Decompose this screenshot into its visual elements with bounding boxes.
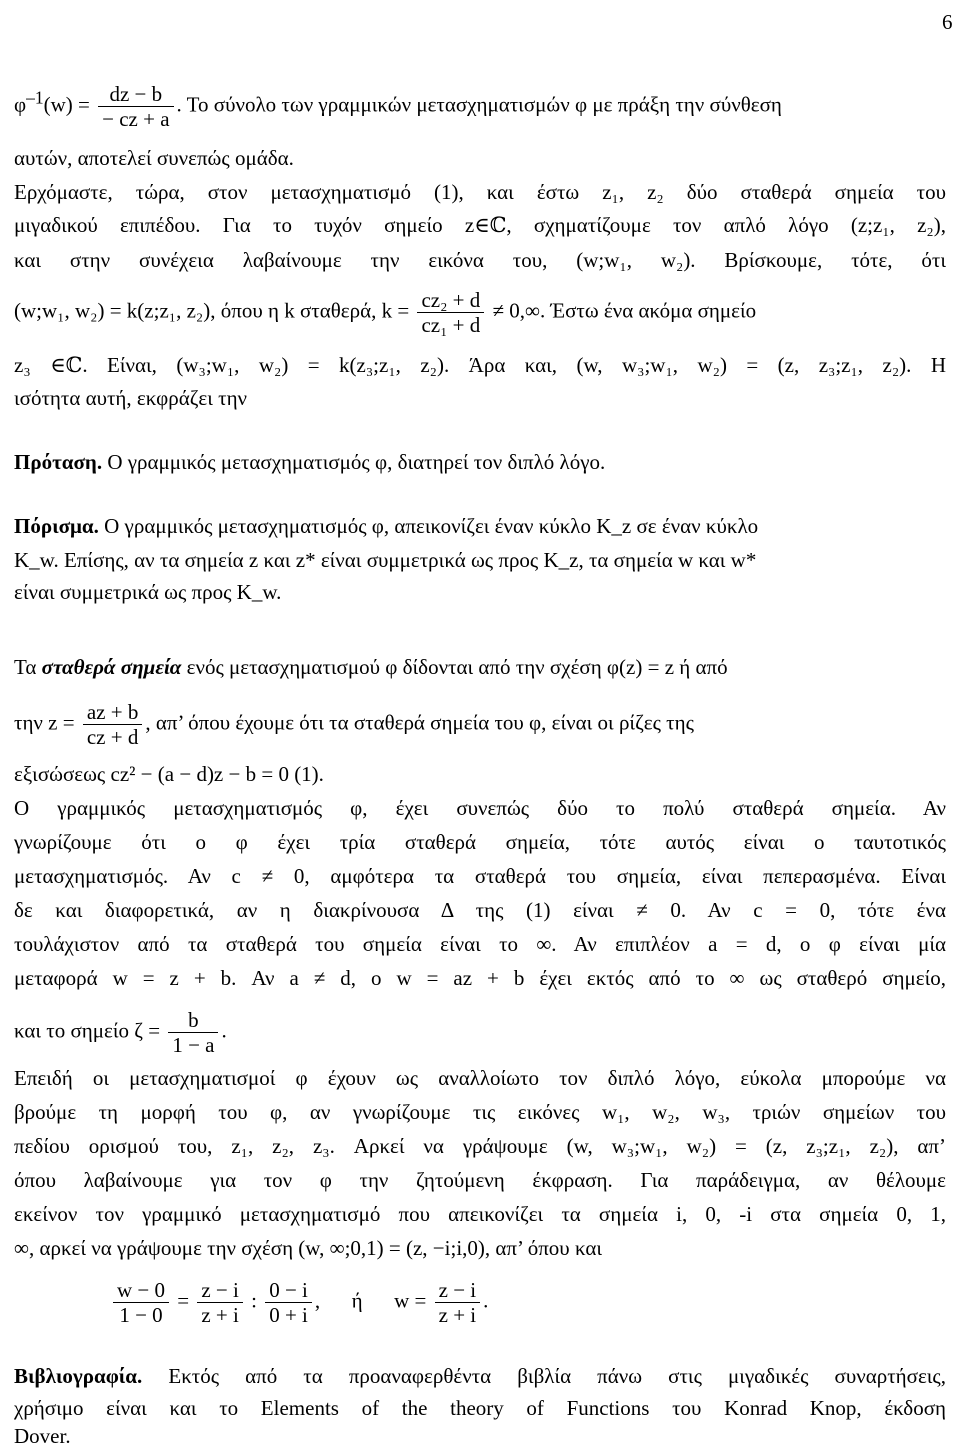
text-line: είναι συμμετρικά ως προς K_w. <box>14 580 282 604</box>
text-line <box>14 288 946 337</box>
text-line <box>14 700 946 749</box>
formula-text: , ή w = <box>314 1288 427 1313</box>
text-line: πεδίου ορισμού του, z₁, z₂, z₃. Αρκεί να γράψουμε (w, w₃;w₁, w₂) = (z, z₃;z₁, z₂), απ’ <box>14 1134 946 1158</box>
fraction-denominator: 0 + i <box>269 1303 308 1327</box>
text-line: Ο γραμμικός μετασχηματισμός φ, έχει συνεπώς δύο το πολύ σταθερά σημεία. Αν <box>14 796 946 820</box>
formula-text: (w) = <box>43 92 90 117</box>
formula-text: ≠ 0,∞. Έστω ένα ακόμα σημείο <box>492 298 757 323</box>
text-line: όπου λαβαίνουμε για τον φ την ζητούμενη έκφραση. Για παράδειγμα, αν θέλουμε <box>14 1168 946 1192</box>
formula-text: την z = <box>14 710 75 735</box>
proposition-heading: Πρόταση. <box>14 450 103 474</box>
text-line <box>14 1008 946 1057</box>
text-line: εκείνον τον γραμμικό μετασχηματισμό που απεικονίζει τα σημεία i, 0, -i στα σημεία 0, 1, <box>14 1202 946 1226</box>
fraction <box>168 1008 218 1057</box>
formula-text: και το σημείο ζ = <box>14 1018 161 1043</box>
fraction-denominator: z + i <box>201 1303 239 1327</box>
colon-sign: : <box>251 1288 257 1313</box>
period: . <box>483 1288 489 1313</box>
equals-sign: = <box>177 1288 190 1313</box>
fraction-numerator: cz₂ + d <box>417 288 484 313</box>
text-line: ∞, αρκεί να γράψουμε την σχέση (w, ∞;0,1) = (z, −i;i,0), απ’ όπου και <box>14 1236 602 1260</box>
line-text: . Το σύνολο των γραμμικών μετασχηματισμών φ με πράξη την σύνθεση <box>176 92 782 117</box>
fraction-denominator: 1 − a <box>172 1033 215 1057</box>
fraction-denominator: cz + d <box>86 725 139 749</box>
fraction-numerator: b <box>168 1008 218 1033</box>
inverse-phi: φ <box>14 92 27 117</box>
bibliography-text: Εκτός από τα προαναφερθέντα βιβλία πάνω στις μιγαδικές συναρτήσεις, <box>142 1364 946 1388</box>
fraction-numerator: az + b <box>83 700 143 725</box>
fraction-denominator: − cz + a <box>102 107 170 131</box>
fraction <box>265 1278 312 1327</box>
superscript: –1 <box>26 87 44 108</box>
text-line: μιγαδικού επιπέδου. Για το τυχόν σημείο z∈ℂ, σχηματίζουμε τον απλό λόγο (z;z₁, z₂), <box>14 213 946 237</box>
text-line: γνωρίζουμε ότι ο φ έχει τρία σταθερά σημεία, τότε αυτός είναι ο ταυτοτικός <box>14 830 946 854</box>
text-line: K_w. Επίσης, αν τα σημεία z και z* είναι συμμετρικά ως προς K_z, τα σημεία w και w* <box>14 548 757 572</box>
text-line: Dover. <box>14 1424 71 1448</box>
line-text: . <box>221 1018 227 1043</box>
fraction-denominator: z + i <box>438 1303 477 1327</box>
text-line <box>14 655 946 679</box>
bibliography <box>14 1364 946 1388</box>
fraction <box>113 1278 169 1327</box>
text-line: Ερχόμαστε, τώρα, στον μετασχηματισμό (1), και έστω z₁, z₂ δύο σταθερά σημεία του <box>14 180 946 204</box>
corollary-heading: Πόρισμα. <box>14 514 99 538</box>
text-line: z₃ ∈ℂ. Είναι, (w₃;w₁, w₂) = k(z₃;z₁, z₂). Άρα και, (w, w₃;w₁, w₂) = (z, z₃;z₁, z₂). Η <box>14 353 946 377</box>
line-text: Τα <box>14 655 42 679</box>
text-line: βρούμε τη μορφή του φ, αν γνωρίζουμε τις εικόνες w₁, w₂, w₃, τριών σημείων του <box>14 1100 946 1124</box>
proposition-text: Ο γραμμικός μετασχηματισμός φ, διατηρεί τον διπλό λόγο. <box>102 450 606 474</box>
text-line: δε και διαφορετικά, αν η διακρίνουσα Δ της (1) είναι ≠ 0. Αν c = 0, τότε ένα <box>14 898 946 922</box>
fraction <box>83 700 143 749</box>
fraction-numerator: z − i <box>435 1278 481 1303</box>
display-equation <box>110 1278 960 1327</box>
fraction <box>98 82 173 131</box>
text-line: εξισώσεως cz² − (a − d)z − b = 0 (1). <box>14 762 324 786</box>
text-line: Επειδή οι μετασχηματισμοί φ έχουν ως αναλλοίωτο τον διπλό λόγο, εύκολα μπορούμε να <box>14 1066 946 1090</box>
formula-text: (w;w₁, w₂) = k(z;z₁, z₂), όπου η k σταθερά, k = <box>14 298 410 323</box>
proposition <box>14 450 946 474</box>
fraction-numerator: 0 − i <box>265 1278 312 1303</box>
text-line: τουλάχιστον από τα σταθερά του σημεία είναι το ∞. Αν επιπλέον a = d, ο φ είναι μία <box>14 932 946 956</box>
page-number: 6 <box>942 10 953 34</box>
fraction <box>197 1278 243 1327</box>
fraction-numerator: z − i <box>197 1278 243 1303</box>
fraction <box>417 288 484 337</box>
text-line: ισότητα αυτή, εκφράζει την <box>14 386 248 410</box>
text-line: μετασχηματισμός. Αν c ≠ 0, αμφότερα τα σταθερά του σημεία, είναι πεπερασμένα. Είναι <box>14 864 946 888</box>
text-line: μεταφορά w = z + b. Αν a ≠ d, ο w = az + b έχει εκτός από το ∞ ως σταθερό σημείο, <box>14 966 946 990</box>
fraction-denominator: cz₁ + d <box>421 313 481 337</box>
line-text: ενός μετασχηματισμού φ δίδονται από την σχέση φ(z) = z ή από <box>181 655 728 679</box>
fraction-denominator: 1 − 0 <box>119 1303 163 1327</box>
emphasized-term: σταθερά σημεία <box>41 655 182 679</box>
fraction-numerator: dz − b <box>98 82 173 107</box>
text-line: χρήσιμο είναι και το Elements of the theory of Functions του Konrad Knop, έκδοση <box>14 1396 946 1420</box>
text-line <box>14 82 946 131</box>
fraction <box>435 1278 481 1327</box>
line-text: , απ’ όπου έχουμε ότι τα σταθερά σημεία του φ, είναι οι ρίζες της <box>145 710 694 735</box>
text-line: και στην συνέχεια λαβαίνουμε την εικόνα του, (w;w₁, w₂). Βρίσκουμε, τότε, ότι <box>14 248 946 272</box>
corollary-text: Ο γραμμικός μετασχηματισμός φ, απεικονίζει έναν κύκλο K_z σε έναν κύκλο <box>98 514 759 538</box>
text-line: αυτών, αποτελεί συνεπώς ομάδα. <box>14 146 294 170</box>
corollary <box>14 514 946 538</box>
bibliography-heading: Βιβλιογραφία. <box>14 1364 143 1388</box>
fraction-numerator: w − 0 <box>113 1278 169 1303</box>
